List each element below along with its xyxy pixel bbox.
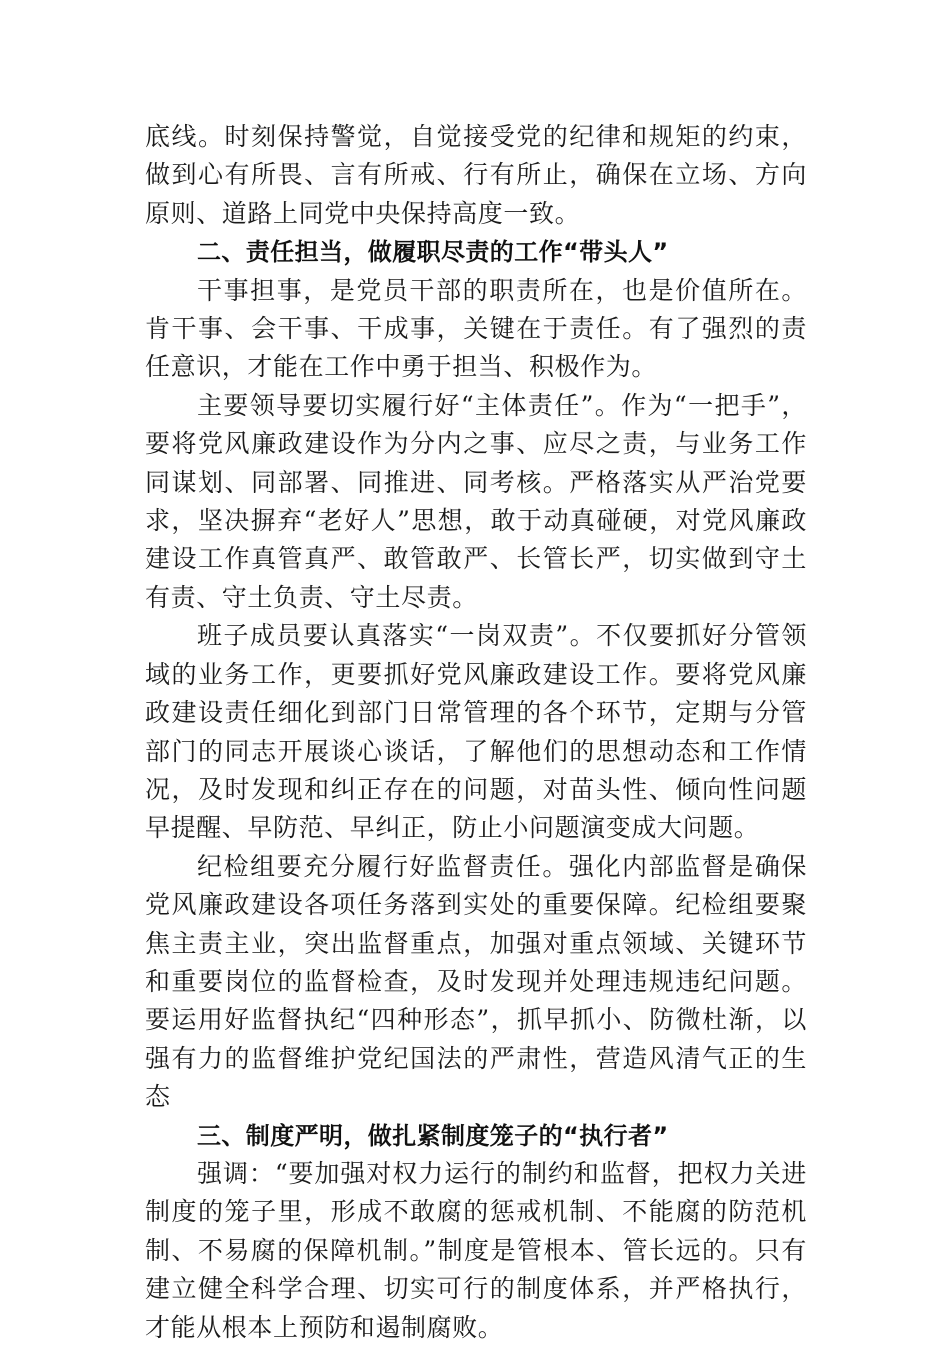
- section-heading-3: 三、制度严明，做扎紧制度笼子的“执行者”: [197, 1121, 669, 1150]
- paragraph-responsibility-intro: 干事担事，是党员干部的职责所在，也是价值所在。肯干事、会干事、干成事，关键在于责任。有了强烈的责任意识，才能在工作中勇于担当、积极作为。: [145, 275, 807, 382]
- paragraph-system-strict: 强调：“要加强对权力运行的制约和监督，把权力关进制度的笼子里，形成不敢腐的惩戒机制、不能腐的防范机制、不易腐的保障机制。”制度是管根本、管长远的。只有建立健全科学合理、切实可行的制度体系，并严格执行，才能从根本上预防和遏制腐败。: [145, 1158, 807, 1342]
- paragraph-team-members: 班子成员要认真落实“一岗双责”。不仅要抓好分管领域的业务工作，更要抓好党风廉政建设工作。要将党风廉政建设责任细化到部门日常管理的各个环节，定期与分管部门的同志开展谈心谈话，了解他们的思想动态和工作情况，及时发现和纠正存在的问题，对苗头性、倾向性问题早提醒、早防范、早纠正，防止小问题演变成大问题。: [145, 621, 807, 843]
- section-heading-2: 二、责任担当，做履职尽责的工作“带头人”: [197, 238, 669, 267]
- paragraph-main-leader: 主要领导要切实履行好“主体责任”。作为“一把手”，要将党风廉政建设作为分内之事、应尽之责，与业务工作同谋划、同部署、同推进、同考核。严格落实从严治党要求，坚决摒弃“老好人”思想，敢于动真碰硬，对党风廉政建设工作真管真严、敢管敢严、长管长严，切实做到守土有责、守土负责、守土尽责。: [145, 390, 807, 612]
- paragraph-continuation: 底线。时刻保持警觉，自觉接受党的纪律和规矩的约束，做到心有所畏、言有所戒、行有所止，确保在立场、方向原则、道路上同党中央保持高度一致。: [145, 122, 807, 228]
- paragraph-discipline-group: 纪检组要充分履行好监督责任。强化内部监督是确保党风廉政建设各项任务落到实处的重要保障。纪检组要聚焦主责主业，突出监督重点，加强对重点领域、关键环节和重要岗位的监督检查，及时发现并处理违规违纪问题。要运用好监督执纪“四种形态”，抓早抓小、防微杜渐，以强有力的监督维护党纪国法的严肃性，营造风清气正的生态: [145, 851, 807, 1112]
- document-body: [145, 118, 807, 1347]
